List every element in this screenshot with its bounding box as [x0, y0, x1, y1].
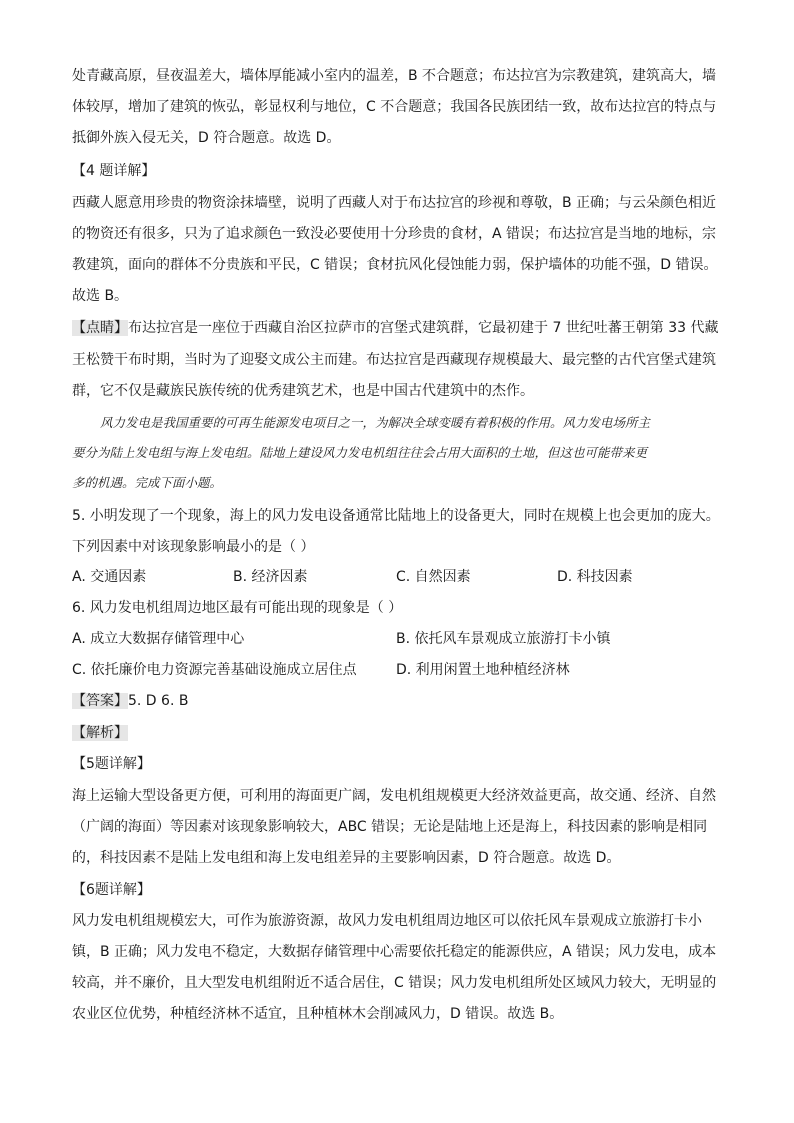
q5-option-b: B. 经济因素	[233, 569, 308, 585]
q5-option-c: C. 自然因素	[396, 569, 471, 585]
context-line: 风力发电是我国重要的可再生能源发电项目之一，为解决全球变暖有着积极的作用。风力发电场所主	[100, 415, 651, 430]
q6-option-d: D. 利用闲置土地种植经济林	[396, 662, 570, 678]
paragraph-line: 海上运输大型设备更方便，可利用的海面更广阔，发电机组规模更大经济效益更高，故交通、经济、自然	[72, 788, 716, 804]
paragraph-line: 镇，B 正确；风力发电不稳定，大数据存储管理中心需要依托稳定的能源供应，A 错误；风力发电，成本	[72, 944, 717, 960]
paragraph-line: 西藏人愿意用珍贵的物资涂抹墙壁，说明了西藏人对于布达拉宫的珍视和尊敬，B 正确；与云朵颜色相近	[72, 195, 717, 211]
dianjing-paragraph	[72, 318, 722, 338]
q6-option-c: C. 依托廉价电力资源完善基础设施成立居住点	[72, 662, 357, 678]
context-line: 要分为陆上发电组与海上发电组。陆地上建设风力发电机组往往会占用大面积的土地，但这也可能带来更	[72, 445, 648, 460]
analysis-heading	[72, 723, 722, 743]
analysis-tag: 【解析】	[72, 725, 128, 741]
section-heading-q5: 【5题详解】	[72, 756, 151, 772]
q6-option-a: A. 成立大数据存储管理中心	[72, 631, 245, 647]
question-5-stem: 5. 小明发现了一个现象，海上的风力发电设备通常比陆地上的设备更大，同时在规模上也会更加的庞大。	[72, 508, 720, 524]
question-6-stem: 6. 风力发电机组周边地区最有可能出现的现象是（ ）	[72, 600, 403, 616]
paragraph-line: 较高，并不廉价，且大型发电机组附近不适合居住，C 错误；风力发电机组所处区域风力较大，无明显的	[72, 975, 717, 991]
dianjing-tag: 【点睛】	[72, 320, 128, 336]
paragraph-line: （广阔的海面）等因素对该现象影响较大，ABC 错误；无论是陆地上还是海上，科技因素的影响是相同	[72, 819, 708, 835]
q6-option-b: B. 依托风车景观成立旅游打卡小镇	[396, 631, 611, 647]
paragraph-line: 教建筑，面向的群体不分贵族和平民，C 错误；食材抗风化侵蚀能力弱，保护墙体的功能不强，D 错误。	[72, 257, 718, 273]
paragraph-line: 体较厚，增加了建筑的恢弘，彰显权利与地位，C 不合题意；我国各民族团结一致，故布达拉宫的特点与	[72, 99, 717, 115]
paragraph-line: 的，科技因素不是陆上发电组和海上发电组差异的主要影响因素，D 符合题意。故选 D。	[72, 850, 621, 866]
question-5-stem: 下列因素中对该现象影响最小的是（ ）	[72, 539, 315, 555]
paragraph-line: 群，它不仅是藏族民族传统的优秀建筑艺术，也是中国古代建筑中的杰作。	[72, 383, 534, 399]
section-heading-q4: 【4 题详解】	[72, 163, 156, 179]
dianjing-text: 布达拉宫是一座位于西藏自治区拉萨市的宫堡式建筑群，它最初建于 7 世纪吐蕃王朝第 33 代藏	[128, 320, 719, 336]
answer-text: 5. D 6. B	[128, 693, 189, 709]
section-heading-q6: 【6题详解】	[72, 882, 151, 898]
paragraph-line: 处青藏高原，昼夜温差大，墙体厚能减小室内的温差，B 不合题意；布达拉宫为宗教建筑，建筑高大，墙	[72, 68, 717, 84]
q5-option-a: A. 交通因素	[72, 569, 147, 585]
paragraph-line: 故选 B。	[72, 288, 129, 304]
paragraph-line: 抵御外族入侵无关，D 符合题意。故选 D。	[72, 130, 341, 146]
context-line: 多的机遇。完成下面小题。	[72, 475, 223, 490]
answer-tag: 【答案】	[72, 693, 128, 709]
q5-option-d: D. 科技因素	[557, 569, 633, 585]
paragraph-line: 王松赞干布时期，当时为了迎娶文成公主而建。布达拉宫是西藏现存规模最大、最完整的古代宫堡式建筑	[72, 352, 716, 368]
paragraph-line: 的物资还有很多，只为了追求颜色一致没必要使用十分珍贵的食材，A 错误；布达拉宫是当地的地标，宗	[72, 226, 717, 242]
paragraph-line: 农业区位优势，种植经济林不适宜，且种植林木会削减风力，D 错误。故选 B。	[72, 1006, 564, 1022]
paragraph-line: 风力发电机组规模宏大，可作为旅游资源，故风力发电机组周边地区可以依托风车景观成立旅游打卡小	[72, 913, 702, 929]
answer-line	[72, 691, 722, 711]
